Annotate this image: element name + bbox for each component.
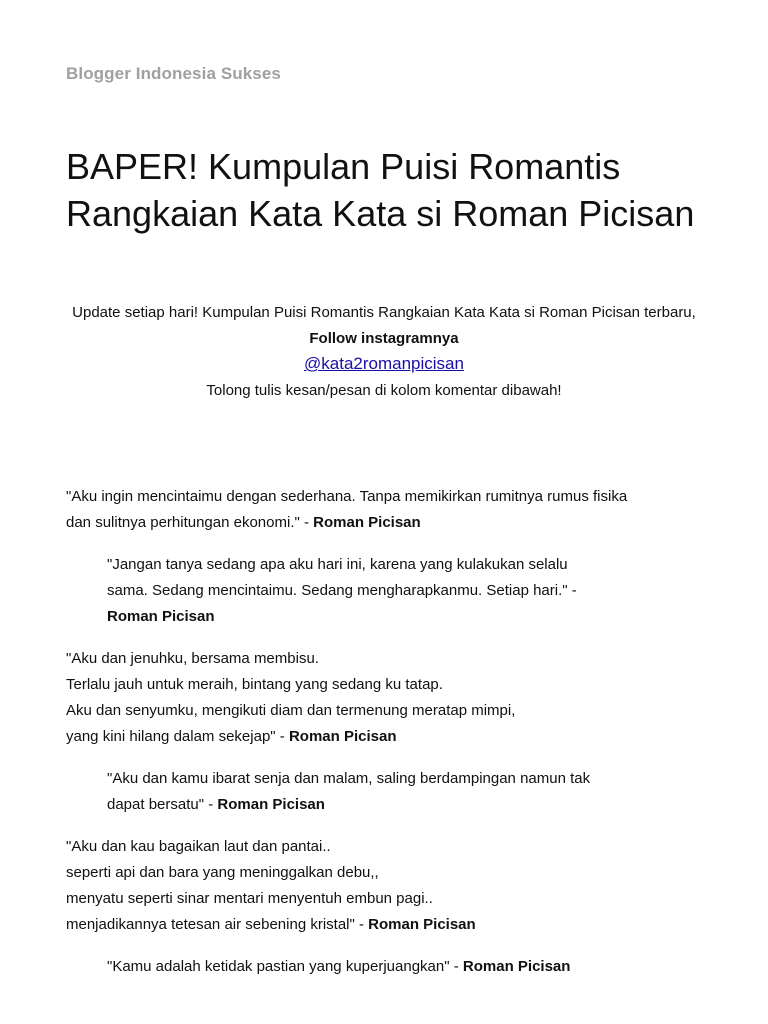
quote-line: menyatu seperti sinar mentari menyentuh embun pagi.. (66, 890, 433, 907)
quote-line: "Jangan tanya sedang apa aku hari ini, karena yang kulakukan selalu (107, 556, 568, 573)
quote-line: dapat bersatu" - (107, 796, 218, 813)
comment-request: Tolong tulis kesan/pesan di kolom komentar dibawah! (206, 382, 562, 399)
quote-line: yang kini hilang dalam sekejap" - (66, 728, 289, 745)
quote-line: Terlalu jauh untuk meraih, bintang yang sedang ku tatap. (66, 676, 443, 693)
intro-block (66, 300, 702, 404)
follow-text: Follow instagramnya (309, 330, 459, 347)
quote-line: Aku dan senyumku, mengikuti diam dan termenung meratap mimpi, (66, 702, 516, 719)
quote-line: menjadikannya tetesan air sebening kristal" - (66, 916, 369, 933)
quote-list (66, 484, 706, 996)
quote-author: Roman Picisan (462, 958, 571, 975)
quote-line: "Aku ingin mencintaimu dengan sederhana. Tanpa memikirkan rumitnya rumus fisika (66, 488, 628, 505)
quote-line: sama. Sedang mencintaimu. Sedang mengharapkanmu. Setiap hari." - (107, 582, 577, 599)
quote-line: dan sulitnya perhitungan ekonomi." - (66, 514, 314, 531)
intro-text: Update setiap hari! Kumpulan Puisi Romantis Rangkaian Kata Kata si Roman Picisan terbaru, (72, 304, 696, 321)
instagram-link[interactable]: @kata2romanpicisan (304, 354, 464, 373)
quote-author: Roman Picisan (288, 728, 397, 745)
quote-line: "Aku dan kau bagaikan laut dan pantai.. (66, 838, 331, 855)
quote-1 (66, 484, 706, 536)
quote-line: "Kamu adalah ketidak pastian yang kuperjuangkan" - (107, 958, 463, 975)
article-title: BAPER! Kumpulan Puisi Romantis Rangkaian Kata Kata si Roman Picisan (66, 146, 695, 234)
quote-6 (107, 954, 706, 980)
quote-3 (66, 646, 706, 750)
blog-name[interactable]: Blogger Indonesia Sukses (66, 64, 281, 83)
quote-2 (107, 552, 706, 630)
quote-author: Roman Picisan (217, 796, 325, 813)
quote-line: "Aku dan jenuhku, bersama membisu. (66, 650, 319, 667)
quote-5 (66, 834, 706, 938)
quote-line: "Aku dan kamu ibarat senja dan malam, saling berdampingan namun tak (107, 770, 591, 787)
quote-author: Roman Picisan (368, 916, 476, 933)
quote-author: Roman Picisan (313, 514, 421, 531)
quote-line: seperti api dan bara yang meninggalkan debu,, (66, 864, 379, 881)
quote-author: Roman Picisan (107, 608, 215, 625)
quote-4 (107, 766, 706, 818)
